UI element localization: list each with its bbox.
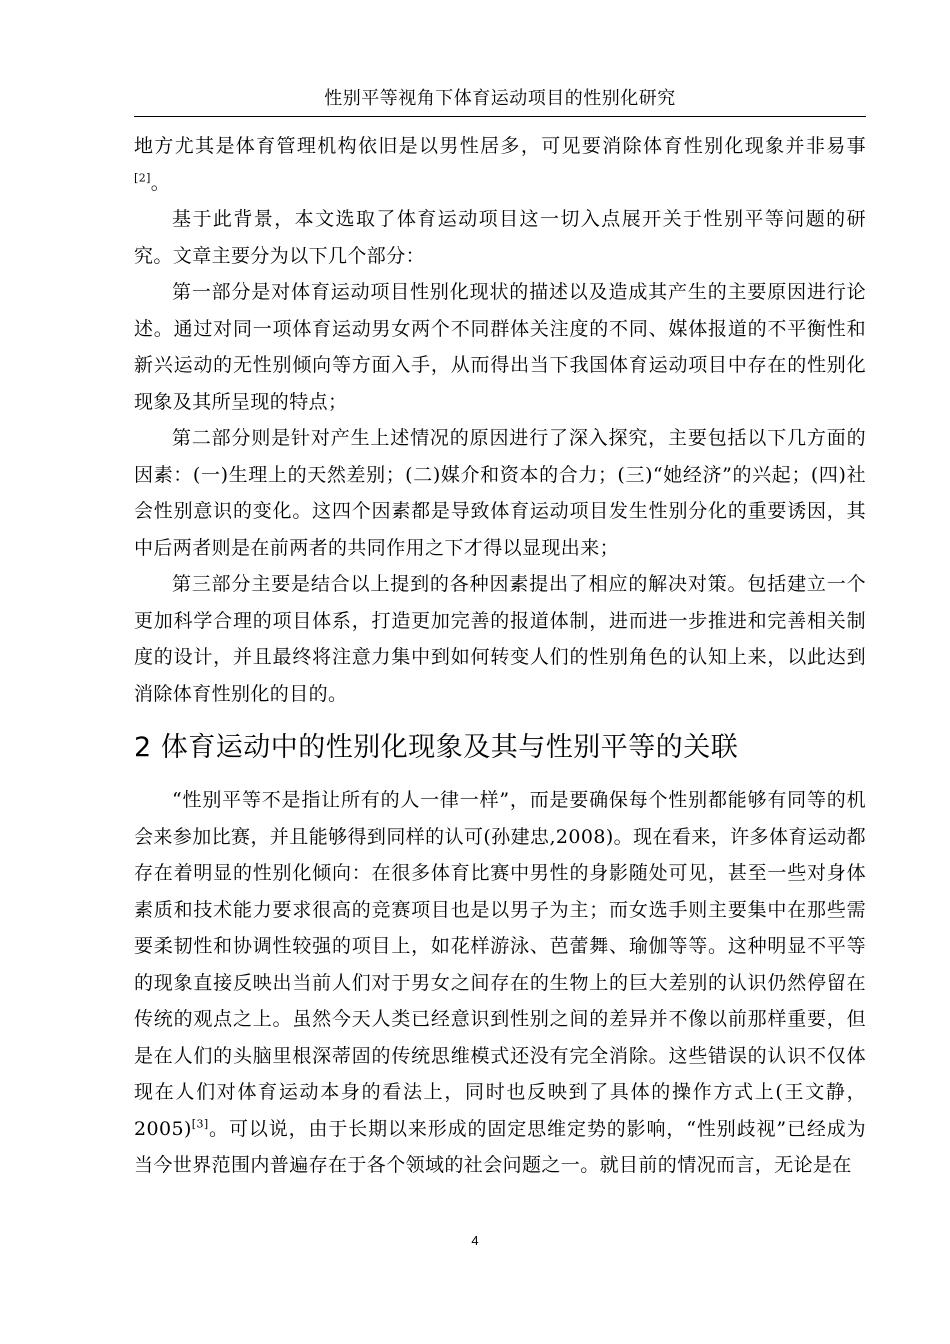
citation-3[interactable]: [3] [191,1117,209,1131]
paragraph-part-one: 第一部分是对体育运动项目性别化现状的描述以及造成其产生的主要原因进行论述。通过对同一项体育运动男女两个不同群体关注度的不同、媒体报道的不平衡性和新兴运动的无性别倾向等方面入手，从而得出当下我国体育运动项目中存在的性别化现象及其所呈现的特点； [134,281,866,413]
paragraph-background: 基于此背景，本文选取了体育运动项目这一切入点展开关于性别平等问题的研究。文章主要分为以下几个部分： [134,208,866,267]
paragraph-part-three: 第三部分主要是结合以上提到的各种因素提出了相应的解决对策。包括建立一个更加科学合理的项目体系，打造更加完善的报道体制，进而进一步推进和完善相关制度的设计，并且最终将注意力集中到如何转变人们的性别角色的认知上来，以此达到消除体育性别化的目的。 [134,573,866,705]
paragraph-text-continued: 。可以说，由于长期以来形成的固定思维定势的影响，“性别歧视”已经成为当今世界范围内普遍存在于各个领域的社会问题之一。就目前的情况而言，无论是在 [134,1117,866,1176]
paragraph-text: “性别平等不是指让所有的人一律一样”，而是要确保每个性别都能够有同等的机会来参加比赛，并且能够得到同样的认可(孙建忠,2008)。现在看来，许多体育运动都存在着明显的性别化倾向：在很多体育比赛中男性的身影随处可见，甚至一些对身体素质和技术能力要求很高的竞赛项目也是以男子为主；而女选手则主要集中在那些需要柔韧性和协调性较强的项目上，如花样游泳、芭蕾舞、瑜伽等等。这种明显不平等的现象直接反映出当前人们对于男女之间存在的生物上的巨大差别的认识仍然停留在传统的观点之上。虽然今天人类已经意识到性别之间的差异并不像以前那样重要，但是在人们的头脑里根深蒂固的传统思维模式还没有完全消除。这些错误的认识不仅体现在人们对体育运动本身的看法上，同时也反映到了具体的操作方式上(王文静，2005) [134,789,866,1140]
paragraph-text: 地方尤其是体育管理机构依旧是以男性居多，可见要消除体育性别化现象并非易事 [134,135,866,157]
paragraph-continued [134,128,866,201]
paragraph-end: 。 [150,171,171,194]
body-text [134,128,866,1184]
header-divider [134,116,866,117]
page-number: 4 [471,1233,479,1248]
running-header-title: 性别平等视角下体育运动项目的性别化研究 [324,88,676,109]
citation-2[interactable]: [2] [134,171,151,185]
paragraph-part-two: 第二部分则是针对产生上述情况的原因进行了深入探究，主要包括以下几方面的因素：(一)生理上的天然差别；(二)媒介和资本的合力；(三)“她经济”的兴起；(四)社会性别意识的变化。这四个因素都是导致体育运动项目发生性别分化的重要诱因，其中后两者则是在前两者的共同作用之下才得以显现出来； [134,427,866,559]
section-heading: 2 体育运动中的性别化现象及其与性别平等的关联 [134,732,739,763]
paragraph-gender-equality [134,782,866,1184]
